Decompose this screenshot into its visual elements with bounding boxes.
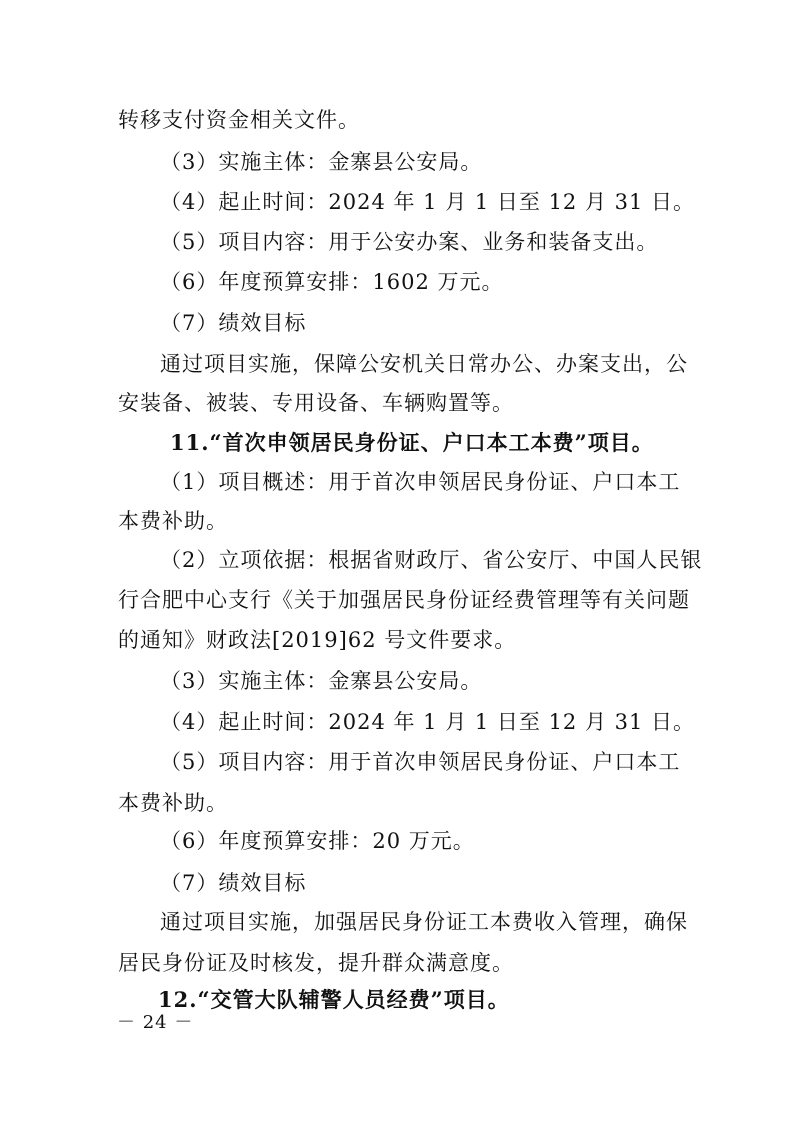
text-line: 的通知》财政法[2019]62 号文件要求。 bbox=[118, 628, 517, 652]
text-line: （3）实施主体：金寨县公安局。 bbox=[160, 669, 483, 693]
page-number: － 24 － bbox=[117, 1012, 194, 1033]
text-line: 本费补助。 bbox=[118, 791, 228, 815]
section-heading: 12.“交管大队辅警人员经费”项目。 bbox=[158, 987, 510, 1012]
text-line: （7）绩效目标 bbox=[160, 311, 307, 335]
text-line: 通过项目实施，保障公安机关日常办公、办案支出，公 bbox=[160, 352, 688, 376]
text-line: 通过项目实施，加强居民身份证工本费收入管理，确保 bbox=[160, 910, 688, 934]
text-line: （6）年度预算安排：20 万元。 bbox=[160, 829, 475, 853]
text-line: （5）项目内容：用于首次申领居民身份证、户口本工 bbox=[160, 750, 681, 774]
text-line: （1）项目概述：用于首次申领居民身份证、户口本工 bbox=[160, 470, 681, 494]
section-heading: 11.“首次申领居民身份证、户口本工本费”项目。 bbox=[170, 430, 654, 455]
text-line: 本费补助。 bbox=[118, 509, 228, 533]
text-line: 安装备、被装、专用设备、车辆购置等。 bbox=[118, 391, 514, 415]
text-line: 转移支付资金相关文件。 bbox=[118, 108, 360, 132]
text-line: （3）实施主体：金寨县公安局。 bbox=[160, 150, 483, 174]
text-line: （2）立项依据：根据省财政厅、省公安厅、中国人民银 bbox=[160, 548, 703, 572]
text-line: 居民身份证及时核发，提升群众满意度。 bbox=[118, 951, 514, 975]
text-line: （5）项目内容：用于公安办案、业务和装备支出。 bbox=[160, 230, 659, 254]
text-line: （6）年度预算安排：1602 万元。 bbox=[160, 270, 504, 294]
text-line: （4）起止时间：2024 年 1 月 1 日至 12 月 31 日。 bbox=[160, 710, 696, 734]
text-line: 行合肥中心支行《关于加强居民身份证经费管理等有关问题 bbox=[118, 588, 690, 612]
text-line: （7）绩效目标 bbox=[160, 871, 307, 895]
text-line: （4）起止时间：2024 年 1 月 1 日至 12 月 31 日。 bbox=[160, 190, 696, 214]
